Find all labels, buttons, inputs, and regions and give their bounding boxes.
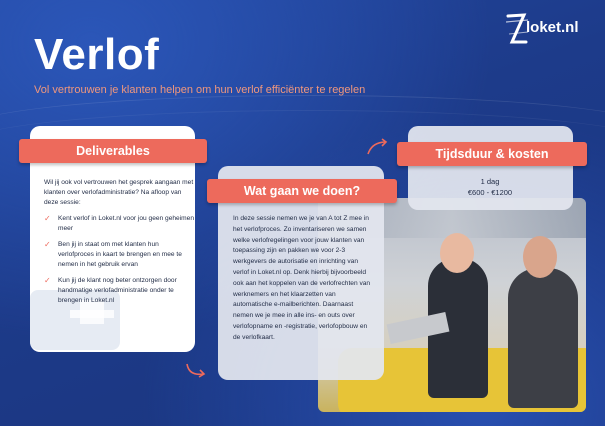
time-cost-tab-label: Tijdsduur & kosten (435, 147, 549, 161)
time-cost-content (440, 176, 540, 198)
deliverables-tab (19, 139, 207, 163)
duration-value: 1 dag (480, 177, 500, 186)
curved-arrow-icon (366, 138, 390, 156)
list-item: ✓ Ben jij in staat om met klanten hun verlofproces in kaart te brengen en mee te nemen in het gebruik ervan (44, 240, 182, 268)
curved-arrow-icon (185, 362, 209, 380)
deliverables-tab-label: Deliverables (76, 144, 150, 158)
cost-value: €600 - €1200 (467, 188, 513, 197)
deliverables-list (44, 214, 194, 306)
time-cost-tab (397, 142, 587, 166)
deliverables-intro: Wil jij ook vol vertrouwen het gesprek aangaan met klanten over verlofadministratie? Na afloop van deze sessie: (44, 179, 194, 206)
page-subtitle: Vol vertrouwen je klanten helpen om hun verlof efficiënter te regelen (34, 84, 366, 96)
check-icon: ✓ (44, 276, 51, 285)
check-icon: ✓ (44, 240, 51, 249)
logo-text: loket.nl (526, 19, 579, 36)
what-tab (207, 179, 397, 203)
what-tab-label: Wat gaan we doen? (243, 184, 361, 198)
page-title: Verlof (34, 30, 160, 79)
check-icon: ✓ (44, 214, 51, 223)
what-body: In deze sessie nemen we je van A tot Z mee in het verlofproces. Zo inventariseren we samen welke verlofregelingen voor jouw klanten van toepassing zijn en pakken we voor 2-3 werkgevers de autorisatie en inrichting van verlof in Loket.nl op. Denk hierbij bijvoorbeeld ook aan het koppelen van de verlofrechten van werknemers en het klaarzetten van automatische e-mailberichten. Daarnaast nemen we je mee in alle ins- en outs over verlofopname en -registratie, verlofopbouw en de verlofkaart. (233, 215, 371, 341)
list-item: ✓ Kent verlof in Loket.nl voor jou geen geheimen meer (44, 214, 194, 232)
deliverables-content (44, 178, 194, 312)
list-item: ✓ Kun jij de klant nog beter ontzorgen door handmatige verlofadministratie onder te brengen in Loket.nl (44, 276, 177, 304)
